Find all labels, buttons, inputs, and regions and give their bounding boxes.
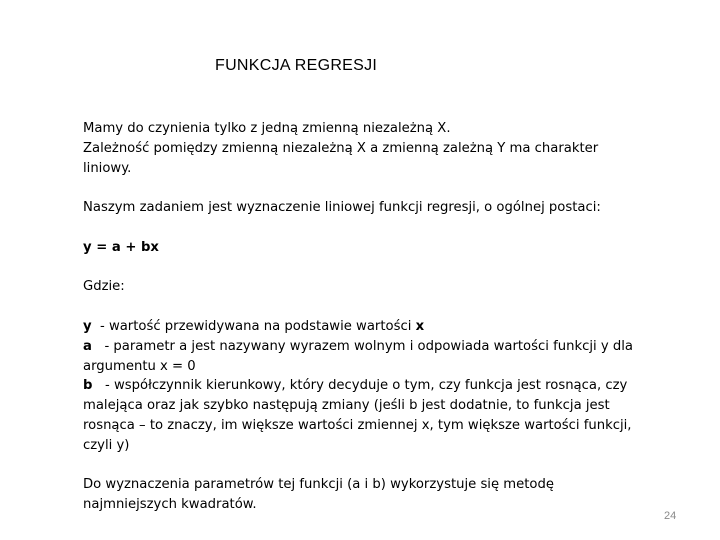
symbol-y: y bbox=[83, 318, 92, 334]
definition-b bbox=[83, 376, 643, 455]
regression-formula: y = a + bx bbox=[83, 239, 159, 255]
definition-a bbox=[83, 337, 643, 377]
slide-title: FUNKCJA REGRESJI bbox=[215, 57, 378, 74]
symbol-x: x bbox=[415, 318, 425, 334]
definition-a-text: - parametr a jest nazywany wyrazem wolnym i odpowiada wartości funkcji y dla argumentu x = 0 bbox=[83, 338, 638, 374]
definition-y bbox=[83, 317, 643, 337]
slide-body bbox=[83, 119, 643, 515]
spacer bbox=[83, 178, 643, 198]
definition-b-text: - współczynnik kierunkowy, który decyduje o tym, czy funkcja jest rosnąca, czy malejąca oraz jak szybko następują zmiany (jeśli b jest dodatnie, to funkcja jest rosnąca – to znaczy, im większe wartości zmiennej x, tym większe wartości funkcji, czyli y) bbox=[83, 378, 636, 453]
spacer bbox=[83, 297, 643, 317]
conclusion: Do wyznaczenia parametrów tej funkcji (a i b) wykorzystuje się metodę najmniejszych kwadratów. bbox=[83, 477, 554, 513]
intro-line-1: Mamy do czynienia tylko z jedną zmienną niezależną X. bbox=[83, 121, 451, 136]
definition-y-text: - wartość przewidywana na podstawie wartości bbox=[91, 318, 416, 334]
spacer bbox=[83, 456, 643, 476]
page-number: 24 bbox=[664, 510, 677, 522]
intro-line-2: Zależność pomiędzy zmienną niezależną X a zmienną zależną Y ma charakter liniowy. bbox=[83, 140, 599, 176]
symbol-a: a bbox=[83, 338, 92, 354]
symbol-b: b bbox=[83, 378, 93, 394]
where-label: Gdzie: bbox=[83, 279, 125, 295]
spacer bbox=[83, 218, 643, 238]
spacer bbox=[83, 258, 643, 278]
task-statement: Naszym zadaniem jest wyznaczenie liniowej funkcji regresji, o ogólnej postaci: bbox=[83, 200, 601, 216]
